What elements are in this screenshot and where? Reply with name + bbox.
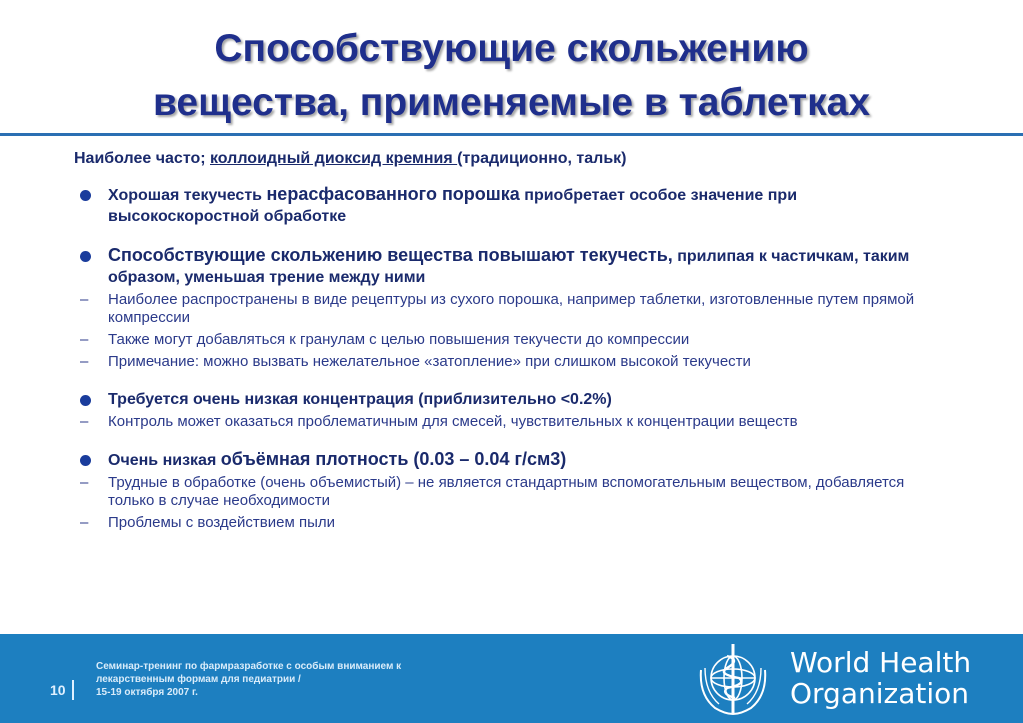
footer-bar — [0, 634, 1023, 723]
dash-icon: – — [80, 413, 89, 430]
intro-line — [74, 150, 950, 168]
dash-icon: – — [80, 331, 89, 348]
sub-bullet-text: Примечание: можно вызвать нежелательное «затопление» при слишком высокой текучести — [108, 353, 751, 370]
bullet-item — [70, 184, 950, 227]
bullet-text — [108, 184, 950, 227]
bullet-dot-icon — [80, 251, 91, 262]
intro-underlined: коллоидный диоксид кремния — [210, 150, 458, 167]
bullet-text: Требуется очень низкая концентрация (приблизительно <0.2%) — [108, 391, 612, 408]
bullet-dot-icon — [80, 455, 91, 466]
dash-icon: – — [80, 514, 89, 531]
bullet-item — [70, 245, 950, 288]
title-divider — [0, 133, 1023, 136]
bullet-text-part: Очень низкая — [108, 452, 221, 469]
sub-bullet-text: Проблемы с воздействием пыли — [108, 514, 335, 531]
sub-bullet — [70, 331, 950, 349]
footer-caption-line: лекарственным формам для педиатрии / — [96, 674, 301, 685]
page-number: 10 — [50, 682, 66, 698]
sub-bullet — [70, 474, 950, 510]
bullet-item — [70, 449, 950, 471]
sub-bullet — [70, 514, 950, 532]
sub-bullet-text: Контроль может оказаться проблематичным для смесей, чувствительных к концентрации веществ — [108, 413, 798, 430]
sub-bullet-text: Трудные в обработке (очень объемистый) – не является стандартным вспомогательным веществом, добавляется только в случае необходимости — [108, 474, 905, 509]
sub-bullet — [70, 353, 950, 371]
bullet-text-emphasis: Способствующие скольжению вещества повышают текучесть, — [108, 245, 673, 265]
dash-icon: – — [80, 474, 89, 491]
bullet-text-part: Хорошая текучесть — [108, 187, 267, 204]
title-line-2: вещества, применяемые в таблетках — [152, 81, 871, 124]
intro-prefix: Наиболее часто; — [74, 150, 210, 167]
slide-body — [70, 150, 950, 536]
dash-icon: – — [80, 291, 89, 308]
sub-bullet — [70, 291, 950, 327]
intro-suffix: (традиционно, тальк) — [457, 150, 627, 167]
page-number-divider — [72, 680, 74, 700]
bullet-text — [108, 245, 950, 288]
sub-bullet — [70, 413, 950, 431]
bullet-dot-icon — [80, 395, 91, 406]
bullet-item — [70, 389, 950, 410]
org-name-line-1: World Health — [790, 646, 972, 679]
who-wordmark — [790, 647, 971, 709]
bullet-text-emphasis: объёмная плотность (0.03 – 0.04 г/см3) — [220, 449, 567, 469]
footer-caption-line: Семинар-тренинг по фармразработке с особым вниманием к — [96, 661, 402, 672]
title-line-1: Способствующие скольжению — [214, 27, 809, 70]
sub-bullet-text: Наиболее распространены в виде рецептуры из сухого порошка, например таблетки, изготовленные путем прямой компрессии — [108, 291, 915, 326]
bullet-dot-icon — [80, 190, 91, 201]
slide-title — [0, 22, 1023, 130]
bullet-text — [108, 449, 950, 471]
org-name-line-2: Organization — [790, 677, 970, 710]
footer-caption — [96, 660, 496, 699]
footer-caption-line: 15-19 октября 2007 г. — [96, 687, 198, 698]
dash-icon: – — [80, 353, 89, 370]
bullet-text-part: приобретает особое значение при высокоскоростной обработке — [108, 187, 798, 225]
who-emblem-icon — [693, 640, 773, 720]
bullet-text-part: прилипая к частичкам, таким образом, уменьшая трение между ними — [108, 248, 910, 286]
bullet-text-emphasis: нерасфасованного порошка — [266, 184, 520, 204]
sub-bullet-text: Также могут добавляться к гранулам с целью повышения текучести до компрессии — [108, 331, 690, 348]
